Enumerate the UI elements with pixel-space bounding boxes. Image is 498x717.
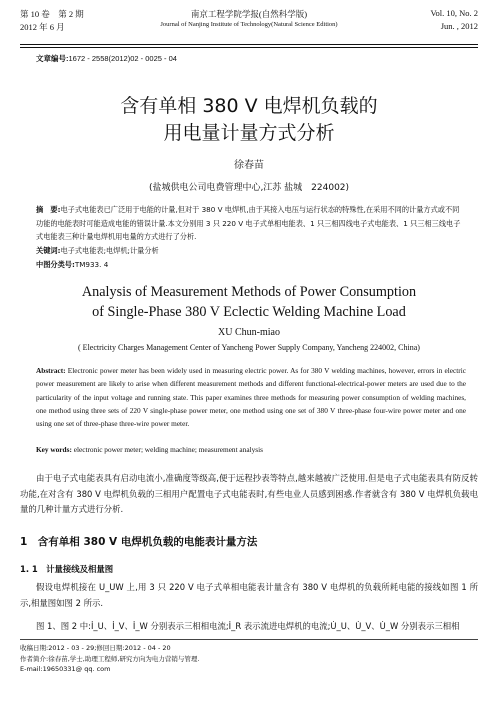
volume-issue: 第 10 卷 第 2 期 [20,9,84,19]
classification-cn-text: TM933. 4 [74,260,109,269]
journal-name-en: Journal of Nanjing Institute of Technology(Natural Science Edition) [160,21,338,28]
intro-paragraph: 由于电子式电能表具有启动电流小,准确度等级高,便于远程抄表等特点,越来越被广泛使用.但是电子式电能表具有防反转功能,在对含有 380 V 电焊机负载的三相用户配置电子式电能表时,有些电业人员感到困惑.作者就含有 380 V 电焊机负载电量的几种计量方式进行分析. [20,473,478,514]
title-en-line2: of Single-Phase 380 V Eclectic Welding Machine Load [92,304,406,320]
keywords-cn-text: 电子式电能表;电焊机;计量分析 [60,246,159,255]
issue-date: 2012 年 6 月 [20,22,65,32]
body-paragraph-2: 假设电焊机接在 U_UW 上,用 3 只 220 V 电子式单相电能表计量含有 380 V 电焊机的负载所耗电能的接线如图 1 所示,相量图如图 2 所示. [20,582,478,608]
abstract-en [36,364,466,430]
abstract-cn-label: 摘 要: [36,205,61,214]
footnote-rule [20,639,478,640]
author-cn: 徐春苗 [234,160,264,171]
title-en-line1: Analysis of Measurement Methods of Power Consumption [81,284,417,300]
title-cn-line2: 用电量计量方式分析 [163,122,335,144]
header-rule [20,44,478,45]
section-heading-1: 1 含有单相 380 V 电焊机负载的电能表计量方法 [20,536,258,548]
footnote-email: E-mail:19650331@ qq. com [20,665,111,673]
abstract-en-label: Abstract: [36,366,66,375]
keywords-en-label: Key words: [36,445,72,454]
journal-header [20,8,478,42]
keywords-en-text: electronic power meter; welding machine; measurement analysis [73,445,263,454]
abstract-en-text: Electronic power meter has been widely used in measuring electric power. As for 380 V welding machines, however, errors in electric power measurement are likely to arise when different measurement methods and different functional-electrical-power meters are used due to the particularity of the input voltage and running state. This paper examines three methods for measuring power consumption of welding machines, one method using three sets of 220 V single-phase power meter, one method using one set of 380 V three-phase four-wire power meter and one using one set of three-phase three-wire power meter. [36,366,466,429]
affiliation-en: ( Electricity Charges Management Center of Yancheng Power Supply Company, Yancheng 224002, China) [78,343,420,352]
body-paragraph-3: 图 1、图 2 中:İ_U、İ_V、İ_W 分别表示三相相电流;İ_R 表示流进电焊机的电流;U̇_U、U̇_V、U̇_W 分别表示三相相 [36,621,460,631]
article-number-value: 1672 - 2558(2012)02 - 0025 - 04 [68,54,177,63]
footnote-received: 收稿日期:2012 - 03 - 29;修回日期:2012 - 04 - 20 [20,644,171,652]
abstract-cn-text: 电子式电能表已广泛用于电能的计量,但对于 380 V 电焊机,由于其接入电压与运行状态的特殊性,在采用不同的计量方式或不同功能的电能表时可能造成电能的错误计量.本文分别用 3 只 220 V 电子式单相电能表、1 只三相四线电子式电能表、1 只三相三线电子式电能表三种计量电焊机用电量的方式进行了分析. [36,205,461,242]
header-rule-thin [20,47,478,48]
article-number [36,53,177,64]
classification-cn-label: 中图分类号: [36,260,75,269]
volume-issue-en: Vol. 10, No. 2 [430,8,478,18]
footnote-bio: 作者简介:徐春苗,学士,助理工程师,研究方向为电力营销与管理. [20,655,200,663]
subsection-heading-1-1: 1. 1 计量接线及相量图 [20,564,114,574]
keywords-cn-label: 关键词: [36,246,61,255]
article-number-label: 文章编号: [36,54,69,63]
title-cn-line1: 含有单相 380 V 电焊机负载的 [120,95,378,117]
issue-date-en: Jun. , 2012 [440,21,478,31]
keywords-en [36,445,466,454]
classification-cn [36,260,466,270]
affiliation-cn: (盐城供电公司电费管理中心,江苏 盐城 224002) [148,183,350,193]
journal-name-cn: 南京工程学院学报(自然科学版) [190,9,308,19]
abstract-cn [36,203,466,244]
keywords-cn [36,246,466,256]
author-en: XU Chun-miao [218,327,280,338]
